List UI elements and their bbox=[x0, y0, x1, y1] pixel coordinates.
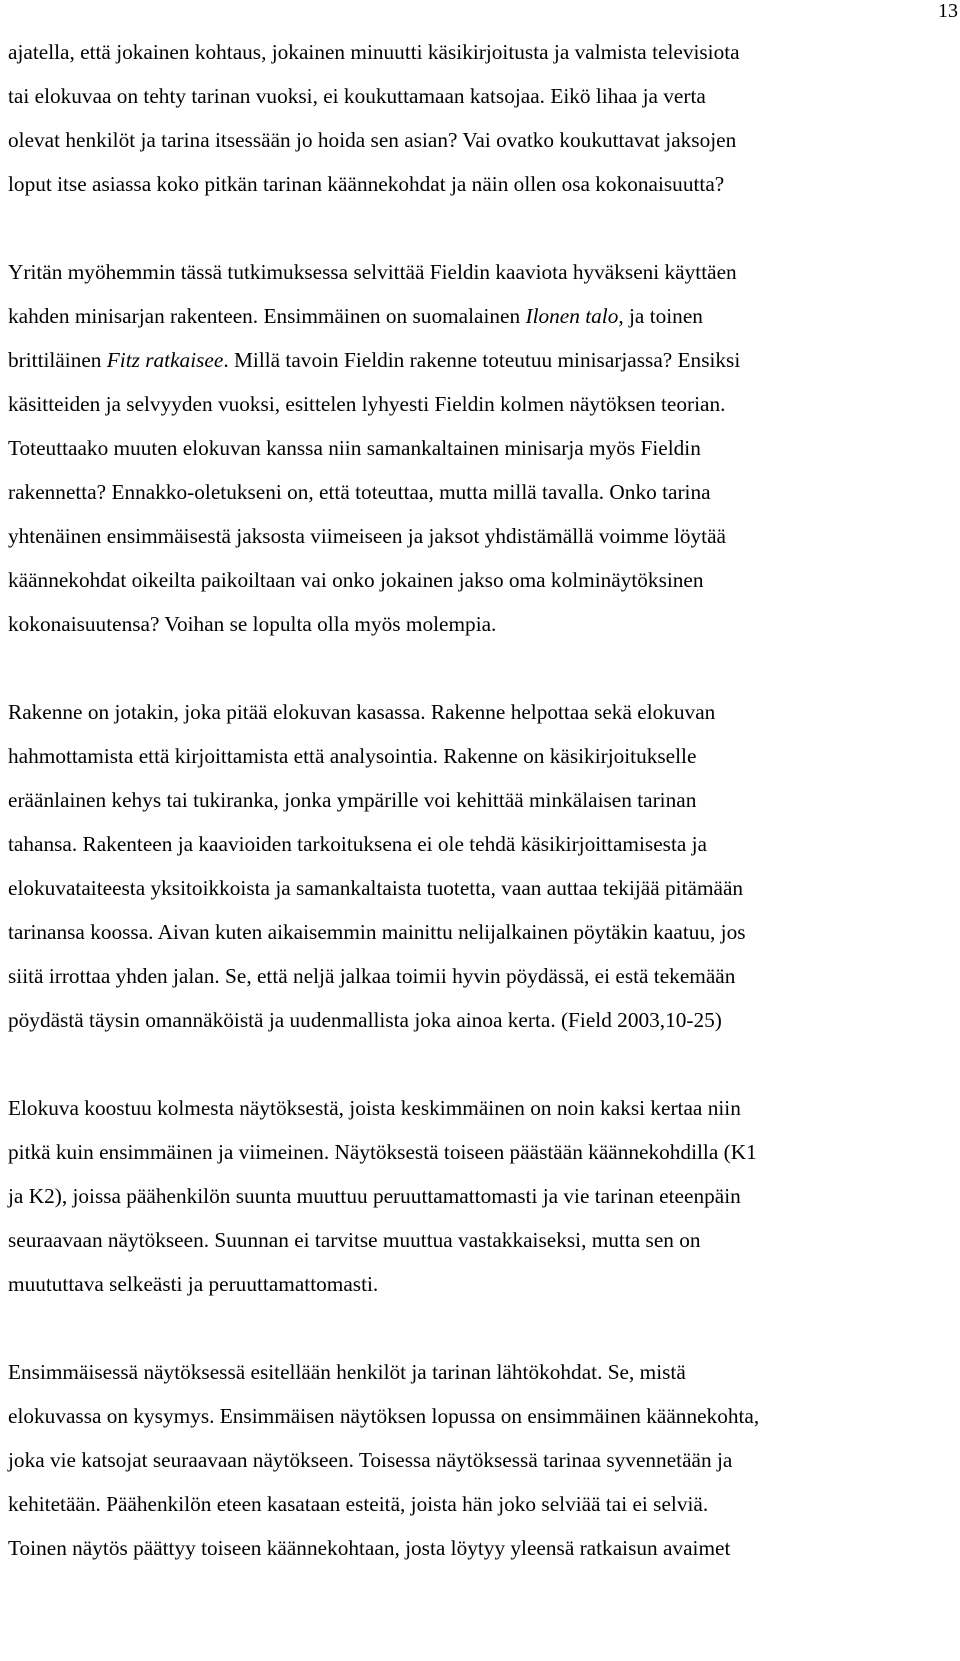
text-segment: kahden minisarjan rakenteen. Ensimmäinen on suomalainen bbox=[8, 304, 526, 328]
text-line: käännekohdat oikeilta paikoiltaan vai onko jokainen jakso oma kolminäytöksinen bbox=[8, 568, 704, 592]
text-line: joka vie katsojat seuraavaan näytökseen. Toisessa näytöksessä tarinaa syvennetään ja bbox=[8, 1448, 733, 1472]
text-line: seuraavaan näytökseen. Suunnan ei tarvitse muuttua vastakkaiseksi, mutta sen on bbox=[8, 1228, 701, 1252]
text-line: tahansa. Rakenteen ja kaavioiden tarkoituksena ei ole tehdä käsikirjoittamisesta ja bbox=[8, 832, 708, 856]
text-line: hahmottamista että kirjoittamista että analysointia. Rakenne on käsikirjoitukselle bbox=[8, 744, 697, 768]
text-line: ajatella, että jokainen kohtaus, jokainen minuutti käsikirjoitusta ja valmista televisiota bbox=[8, 40, 740, 64]
text-line: Toinen näytös päättyy toiseen käännekohtaan, josta löytyy yleensä ratkaisun avaimet bbox=[8, 1536, 731, 1560]
paragraph-2 bbox=[8, 250, 920, 646]
text-segment: brittiläinen bbox=[8, 348, 107, 372]
paragraph-spacer bbox=[8, 646, 920, 690]
text-line: käsitteiden ja selvyyden vuoksi, esittelen lyhyesti Fieldin kolmen näytöksen teorian. bbox=[8, 392, 726, 416]
text-line: tarinansa koossa. Aivan kuten aikaisemmin mainittu nelijalkainen pöytäkin kaatuu, jos bbox=[8, 920, 746, 944]
text-line: muututtava selkeästi ja peruuttamattomasti. bbox=[8, 1272, 379, 1296]
text-line: yhtenäinen ensimmäisestä jaksosta viimeiseen ja jaksot yhdistämällä voimme löytää bbox=[8, 524, 727, 548]
text-line: Elokuva koostuu kolmesta näytöksestä, joista keskimmäinen on noin kaksi kertaa niin bbox=[8, 1096, 741, 1120]
text-line: eräänlainen kehys tai tukiranka, jonka ympärille voi kehittää minkälaisen tarinan bbox=[8, 788, 697, 812]
text-line: olevat henkilöt ja tarina itsessään jo hoida sen asian? Vai ovatko koukuttavat jaksojen bbox=[8, 128, 737, 152]
text-line: siitä irrottaa yhden jalan. Se, että neljä jalkaa toimii hyvin pöydässä, ei estä tekemään bbox=[8, 964, 736, 988]
page-number: 13 bbox=[938, 0, 958, 22]
text-line bbox=[8, 294, 920, 338]
paragraph-1 bbox=[8, 30, 920, 206]
paragraph-4 bbox=[8, 1086, 920, 1306]
work-title-fitz-ratkaisee: Fitz ratkaisee bbox=[106, 348, 224, 372]
paragraph-5 bbox=[8, 1350, 920, 1570]
text-line: Ensimmäisessä näytöksessä esitellään henkilöt ja tarinan lähtökohdat. Se, mistä bbox=[8, 1360, 686, 1384]
text-line: elokuvataiteesta yksitoikkoista ja samankaltaista tuotetta, vaan auttaa tekijää pitämään bbox=[8, 876, 744, 900]
text-line: Rakenne on jotakin, joka pitää elokuvan kasassa. Rakenne helpottaa sekä elokuvan bbox=[8, 700, 716, 724]
text-line bbox=[8, 338, 920, 382]
text-segment: , ja toinen bbox=[618, 304, 703, 328]
text-line: tai elokuvaa on tehty tarinan vuoksi, ei koukuttamaan katsojaa. Eikö lihaa ja verta bbox=[8, 84, 706, 108]
text-line: kokonaisuutensa? Voihan se lopulta olla myös molempia. bbox=[8, 612, 497, 636]
text-line: pitkä kuin ensimmäinen ja viimeinen. Näytöksestä toiseen päästään käännekohdilla (K1 bbox=[8, 1140, 757, 1164]
paragraph-spacer bbox=[8, 1042, 920, 1086]
text-line: kehitetään. Päähenkilön eteen kasataan esteitä, joista hän joko selviää tai ei selviä. bbox=[8, 1492, 709, 1516]
text-line: rakennetta? Ennakko-oletukseni on, että toteuttaa, mutta millä tavalla. Onko tarina bbox=[8, 480, 711, 504]
document-body bbox=[8, 30, 920, 1570]
text-line: pöydästä täysin omannäköistä ja uudenmallista joka ainoa kerta. (Field 2003,10-25) bbox=[8, 1008, 722, 1032]
text-line: ja K2), joissa päähenkilön suunta muuttuu peruuttamattomasti ja vie tarinan eteenpäin bbox=[8, 1184, 741, 1208]
paragraph-spacer bbox=[8, 206, 920, 250]
text-line: Yritän myöhemmin tässä tutkimuksessa selvittää Fieldin kaaviota hyväkseni käyttäen bbox=[8, 260, 737, 284]
text-line: Toteuttaako muuten elokuvan kanssa niin samankaltainen minisarja myös Fieldin bbox=[8, 436, 701, 460]
text-line: elokuvassa on kysymys. Ensimmäisen näytöksen lopussa on ensimmäinen käännekohta, bbox=[8, 1404, 760, 1428]
paragraph-3 bbox=[8, 690, 920, 1042]
text-segment: . Millä tavoin Fieldin rakenne toteutuu minisarjassa? Ensiksi bbox=[223, 348, 741, 372]
paragraph-spacer bbox=[8, 1306, 920, 1350]
text-line: loput itse asiassa koko pitkän tarinan käännekohdat ja näin ollen osa kokonaisuutta? bbox=[8, 172, 725, 196]
work-title-ilonen-talo: Ilonen talo bbox=[525, 304, 619, 328]
